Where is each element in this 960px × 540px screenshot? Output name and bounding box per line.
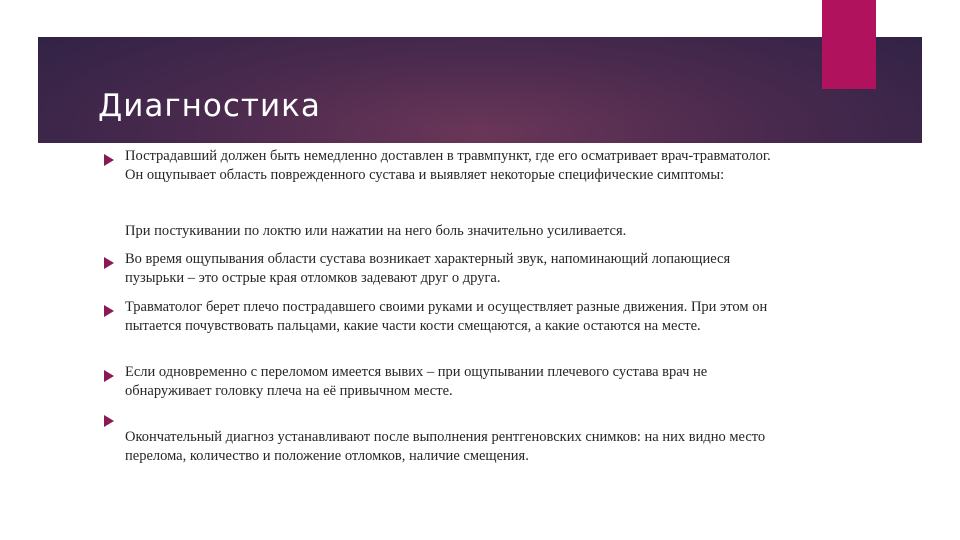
bullet-arrow-icon [104,415,114,427]
bullet-text: Пострадавший должен быть немедленно доставлен в травмпункт, где его осматривает врач-травматолог. Он ощупывает область поврежденного сустава и выявляет некоторые специфические симптомы: [125,148,771,183]
bullet-arrow-icon [104,370,114,382]
bullet-arrow-icon [104,257,114,269]
accent-block [822,0,876,89]
bullet-arrow-icon [104,305,114,317]
bullet-text: При постукивании по локтю или нажатии на него боль значительно усиливается. [125,223,627,239]
bullet-text: Травматолог берет плечо пострадавшего своими руками и осуществляет разные движения. При этом он пытается почувствовать пальцами, какие части кости смещаются, а какие остаются на месте. [125,299,768,334]
bullet-text: Во время ощупывания области сустава возникает характерный звук, напоминающий лопающиеся пузырьки – это острые края отломков задевают друг о друга. [125,251,731,286]
slide-title: Диагностика [98,88,321,124]
bullet-text: Если одновременно с переломом имеется вывих – при ощупывании плечевого сустава врач не обнаруживает головку плеча на её привычном месте. [125,364,708,399]
bullet-text: Окончательный диагноз устанавливают после выполнения рентгеновских снимков: на них видно место перелома, количество и положение отломков, наличие смещения. [125,429,766,464]
bullet-arrow-icon [104,154,114,166]
